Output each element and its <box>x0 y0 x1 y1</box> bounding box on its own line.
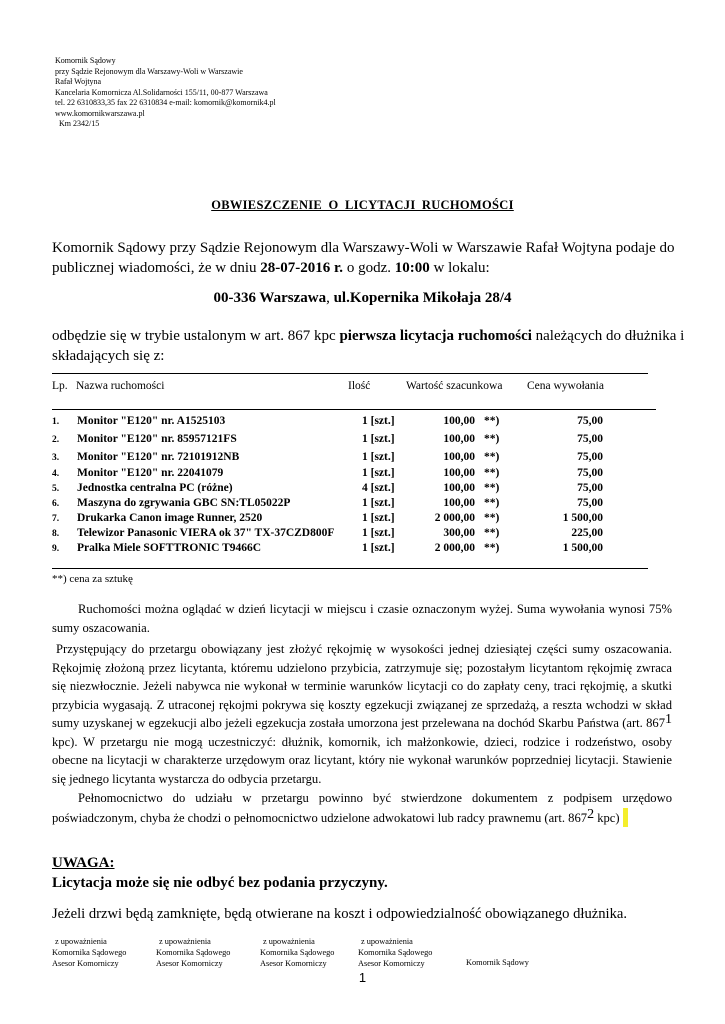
table-row: 1. Monitor "E120" nr. A1525103 1 [szt.] 100,00 **) 75,00 <box>52 415 603 427</box>
warning-heading: UWAGA: <box>52 855 115 871</box>
signature-block: z upoważnienia Komornika Sądowego Asesor Komorniczy <box>260 937 335 968</box>
table-header-rule <box>52 409 656 410</box>
highlight-mark <box>623 808 628 827</box>
auction-paragraph: odbędzie się w trybie ustalonym w art. 867 kpc pierwsza licytacja ruchomości należących do dłużnika i składających się z: <box>52 328 685 364</box>
signature-block: z upoważnienia Komornika Sądowego Asesor Komorniczy <box>52 937 127 968</box>
signature-bailiff: Komornik Sądowy <box>466 958 529 967</box>
col-header-price: Cena wywołania <box>527 380 604 392</box>
intro-paragraph: Komornik Sądowy przy Sądzie Rejonowym dla Warszawy-Woli w Warszawie Rafał Wojtyna podaje do publicznej wiadomości, że w dniu 28-07-2016 r. o godz. 10:00 w lokalu: <box>52 240 675 276</box>
table-row: 5. Jednostka centralna PC (różne) 4 [szt.] 100,00 **) 75,00 <box>52 482 603 494</box>
doors-note: Jeżeli drzwi będą zamknięte, będą otwierane na koszt i odpowiedzialność obowiązanego dłużnika. <box>52 906 628 922</box>
table-row: 8. Telewizor Panasonic VIERA ok 37" TX-37CZD800F 1 [szt.] 300,00 **) 225,00 <box>52 527 603 539</box>
auction-type: pierwsza licytacja ruchomości <box>339 328 532 344</box>
signature-block: z upoważnienia Komornika Sądowego Asesor Komorniczy <box>156 937 231 968</box>
table-row: 9. Pralka Miele SOFTTRONIC T9466C 1 [szt.] 2 000,00 **) 1 500,00 <box>52 542 603 554</box>
table-row: 4. Monitor "E120" nr. 22041079 1 [szt.] 100,00 **) 75,00 <box>52 467 603 479</box>
col-header-qty: Ilość <box>348 380 371 392</box>
table-row: 6. Maszyna do zgrywania GBC SN:TL05022P 1 [szt.] 100,00 **) 75,00 <box>52 497 603 509</box>
paragraph-inspection: Ruchomości można oglądać w dzień licytacji w miejscu i czasie oznaczonym wyżej. Suma wywołania wynosi 75% sumy oszacowania. <box>52 602 672 635</box>
col-header-name: Nazwa ruchomości <box>76 380 165 392</box>
col-header-lp: Lp. <box>52 380 68 392</box>
page-title: OBWIESZCZENIE O LICYTACJI RUCHOMOŚCI <box>211 198 514 212</box>
paragraph-deposit: Przystępujący do przetargu obowiązany jest złożyć rękojmię w wysokości jednej dziesiątej części sumy oszacowania. Rękojmię złożoną przez licytanta, któremu udzielono przybicia, zatrzymuje się; pozostałym licytantom rękojmię zwraca się niezwłocznie. Jeżeli nabywca nie wykonał w terminie warunków licytacji co do zapłaty ceny, traci rękojmię, a skutki przybicia wygasają. Z utraconej rękojmi pokrywa się koszty egzekucji związanej ze sprzedażą, a reszta wchodzi w skład sumy uzyskanej w egzekucji albo jeżeli egzekucja została umorzona jest przelewana na dochód Skarbu Państwa (art. 8671 kpc). W przetargu nie mogą uczestniczyć: dłużnik, komornik, ich małżonkowie, dzieci, rodzice i rodzeństwo, osoby obecne na licytacji w charakterze urzędowym oraz licytant, który nie wykonał warunków poprzedniej licytacji. Stawienie się jednego licytanta wystarcza do odbycia przetargu. <box>52 642 672 786</box>
auction-time: 10:00 <box>394 260 430 276</box>
auction-location: 00-336 Warszawa, ul.Kopernika Mikołaja 28/4 <box>213 290 512 306</box>
header-court: przy Sądzie Rejonowym dla Warszawy-Woli w Warszawie <box>55 66 243 76</box>
header-contact: tel. 22 6310833,35 fax 22 6310834 e-mail: komornik@komornik4.pl <box>55 98 276 107</box>
header-website: www.komornikwarszawa.pl <box>55 108 145 118</box>
warning-text: Licytacja może się nie odbyć bez podania przyczyny. <box>52 875 388 891</box>
letterhead <box>55 56 276 130</box>
header-office: Komornik Sądowy <box>55 56 116 65</box>
paragraph-power-of-attorney: Pełnomocnictwo do udziału w przetargu powinno być stwierdzone dokumentem z podpisem urzędowo poświadczonym, chyba że chodzi o pełnomocnictwo udzielone adwokatowi lub radcy prawnemu (art. 8672 kpc) <box>52 791 672 825</box>
table-row: 2. Monitor "E120" nr. 85957121FS 1 [szt.] 100,00 **) 75,00 <box>52 433 603 445</box>
auction-date: 28-07-2016 r. <box>260 260 344 276</box>
case-number: Km 2342/15 <box>59 119 100 128</box>
table-top-rule <box>52 373 648 374</box>
col-header-value: Wartość szacunkowa <box>406 380 503 392</box>
table-footnote: **) cena za sztukę <box>52 573 133 585</box>
header-address: Kancelaria Komornicza Al.Solidarności 155/11, 00-877 Warszawa <box>55 87 268 97</box>
table-bottom-rule <box>52 568 648 569</box>
header-bailiff-name: Rafał Wojtyna <box>55 77 102 86</box>
table-row: 3. Monitor "E120" nr. 72101912NB 1 [szt.] 100,00 **) 75,00 <box>52 451 603 463</box>
page-number: 1 <box>358 970 367 985</box>
table-row: 7. Drukarka Canon image Runner, 2520 1 [szt.] 2 000,00 **) 1 500,00 <box>52 512 603 524</box>
signature-block: z upoważnienia Komornika Sądowego Asesor Komorniczy <box>358 937 433 968</box>
